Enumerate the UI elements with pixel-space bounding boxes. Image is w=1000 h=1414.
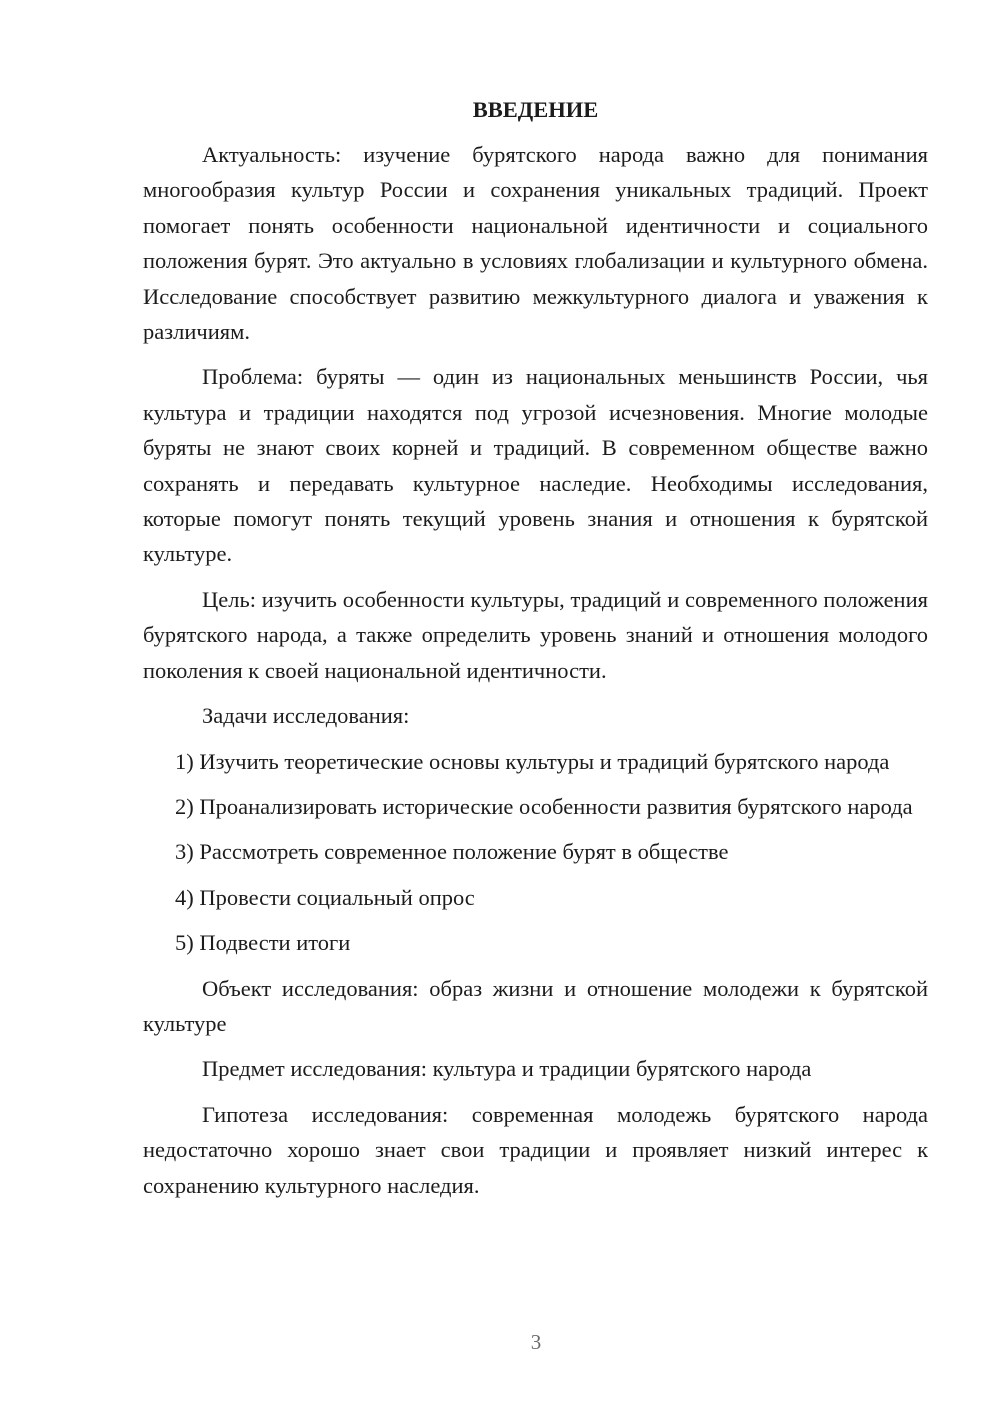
task-item: 4) Провести социальный опрос xyxy=(175,884,475,910)
page-content xyxy=(143,92,928,1213)
object-paragraph: Объект исследования: образ жизни и отношение молодежи к бурятской культуре xyxy=(143,975,928,1036)
task-item: 3) Рассмотреть современное положение бурят в обществе xyxy=(175,839,729,865)
tasks-title: Задачи исследования: xyxy=(202,703,410,729)
problem-paragraph: Проблема: буряты — один из национальных меньшинств России, чья культура и традиции находятся под угрозой исчезновения. Многие молодые буряты не знают своих корней и традиций. В современном обществе важно сохранять и передавать культурное наследие. Необходимы исследования, которые помогут понять текущий уровень знания и отношения к бурятской культуре. xyxy=(143,364,928,567)
task-item: 2) Проанализировать исторические особенности развития бурятского народа xyxy=(175,793,913,819)
relevance-paragraph: Актуальность: изучение бурятского народа важно для понимания многообразия культур России и сохранения уникальных традиций. Проект помогает понять особенности национальной идентичности и социального положения бурят. Это актуально в условиях глобализации и культурного обмена. Исследование способствует развитию межкультурного диалога и уважения к различиям. xyxy=(143,142,928,345)
task-item: 1) Изучить теоретические основы культуры и традиций бурятского народа xyxy=(175,748,890,774)
hypothesis-paragraph: Гипотеза исследования: современная молодежь бурятского народа недостаточно хорошо знает свои традиции и проявляет низкий интерес к сохранению культурного наследия. xyxy=(143,1101,928,1198)
task-item: 5) Подвести итоги xyxy=(175,930,351,956)
goal-paragraph: Цель: изучить особенности культуры, традиций и современного положения бурятского народа, а также определить уровень знаний и отношения молодого поколения к своей национальной идентичности. xyxy=(143,586,928,683)
page-number: 3 xyxy=(530,1330,542,1354)
subject-paragraph: Предмет исследования: культура и традиции бурятского народа xyxy=(202,1056,812,1082)
section-heading: ВВЕДЕНИЕ xyxy=(472,97,599,122)
